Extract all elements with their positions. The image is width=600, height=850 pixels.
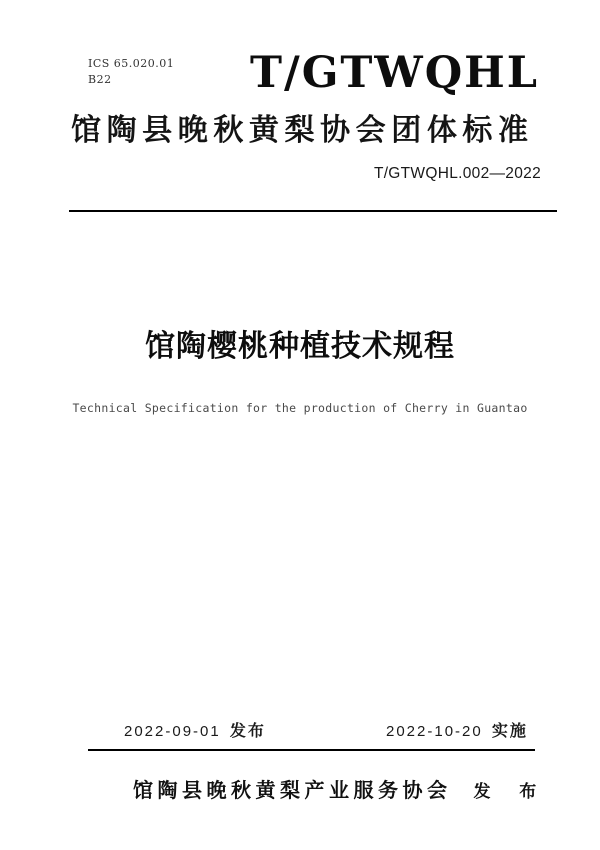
document-title-english: Technical Specification for the production of Cherry in Guantao	[72, 401, 528, 415]
document-title-chinese: 馆陶樱桃种植技术规程	[145, 330, 455, 363]
association-standard-title: 馆陶县晚秋黄梨协会团体标准	[71, 114, 528, 147]
header-rule	[69, 210, 557, 212]
publish-label: 发 布	[473, 782, 549, 801]
implementation-date: 2022-10-20	[386, 723, 483, 740]
standard-org-code: T/GTWQHL	[250, 48, 540, 98]
implementation-date-line	[386, 718, 528, 741]
issue-date-line	[124, 718, 266, 741]
implementation-label: 实施	[491, 723, 528, 740]
issuer-name: 馆陶县晚秋黄梨产业服务协会	[133, 780, 452, 802]
ics-block	[88, 56, 174, 88]
issuer-line	[133, 774, 548, 803]
issue-label: 发布	[229, 723, 266, 740]
classification-code: B22	[88, 73, 112, 86]
issue-date: 2022-09-01	[124, 723, 221, 740]
standard-number: T/GTWQHL.002—2022	[373, 165, 541, 182]
ics-code: ICS 65.020.01	[88, 57, 175, 70]
footer-rule	[88, 749, 535, 751]
